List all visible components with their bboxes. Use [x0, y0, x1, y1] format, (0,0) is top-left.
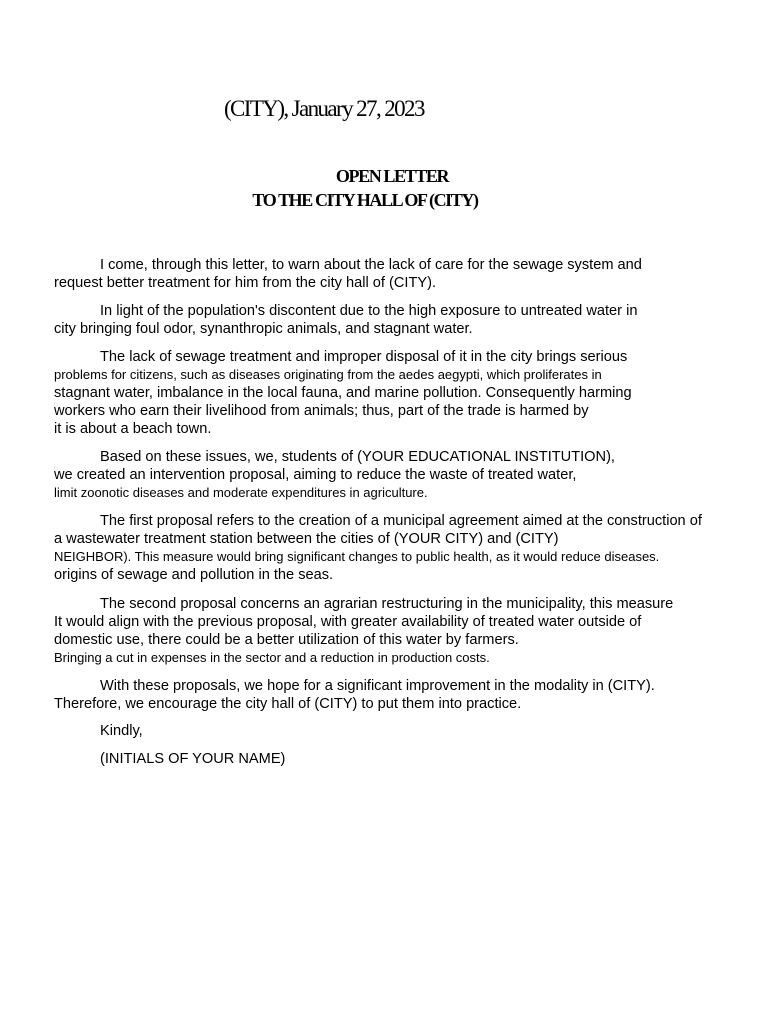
letter-heading-line-2: TO THE CITY HALL OF (CITY)	[252, 190, 478, 210]
body-line: In light of the population's discontent due to the high exposure to untreated water in	[100, 303, 638, 319]
letter-signature: (INITIALS OF YOUR NAME)	[100, 751, 286, 767]
body-line: Based on these issues, we, students of (YOUR EDUCATIONAL INSTITUTION),	[100, 449, 615, 465]
body-line: a wastewater treatment station between the cities of (YOUR CITY) and (CITY)	[54, 531, 559, 547]
letter-date: (CITY), January 27, 2023	[224, 96, 424, 121]
letter-heading-line-1: OPEN LETTER	[335, 166, 449, 186]
body-line: The second proposal concerns an agrarian restructuring in the municipality, this measure	[100, 596, 674, 612]
body-line: It would align with the previous proposal, with greater availability of treated water outside of	[54, 614, 642, 630]
body-line: city bringing foul odor, synanthropic animals, and stagnant water.	[54, 321, 473, 337]
body-line: I come, through this letter, to warn about the lack of care for the sewage system and	[100, 257, 642, 273]
body-line: Therefore, we encourage the city hall of (CITY) to put them into practice.	[54, 696, 522, 712]
body-line: Bringing a cut in expenses in the sector and a reduction in production costs.	[54, 650, 490, 665]
body-line: request better treatment for him from the city hall of (CITY).	[54, 275, 437, 291]
body-line: domestic use, there could be a better utilization of this water by farmers.	[54, 632, 519, 648]
body-line: we created an intervention proposal, aiming to reduce the waste of treated water,	[54, 467, 577, 483]
body-line: problems for citizens, such as diseases originating from the aedes aegypti, which proliferates in	[54, 367, 602, 382]
body-line: workers who earn their livelihood from animals; thus, part of the trade is harmed by	[54, 403, 589, 419]
body-line: NEIGHBOR). This measure would bring significant changes to public health, as it would reduce diseases.	[54, 549, 660, 564]
body-line: origins of sewage and pollution in the seas.	[54, 567, 334, 583]
body-line: The lack of sewage treatment and improper disposal of it in the city brings serious	[100, 349, 628, 365]
body-line: With these proposals, we hope for a significant improvement in the modality in (CITY).	[100, 678, 655, 694]
body-line: limit zoonotic diseases and moderate expenditures in agriculture.	[54, 485, 428, 500]
letter-closing: Kindly,	[100, 723, 143, 739]
body-line: The first proposal refers to the creation of a municipal agreement aimed at the construction of	[100, 513, 702, 529]
body-line: it is about a beach town.	[54, 421, 212, 437]
body-line: stagnant water, imbalance in the local fauna, and marine pollution. Consequently harming	[54, 385, 632, 401]
